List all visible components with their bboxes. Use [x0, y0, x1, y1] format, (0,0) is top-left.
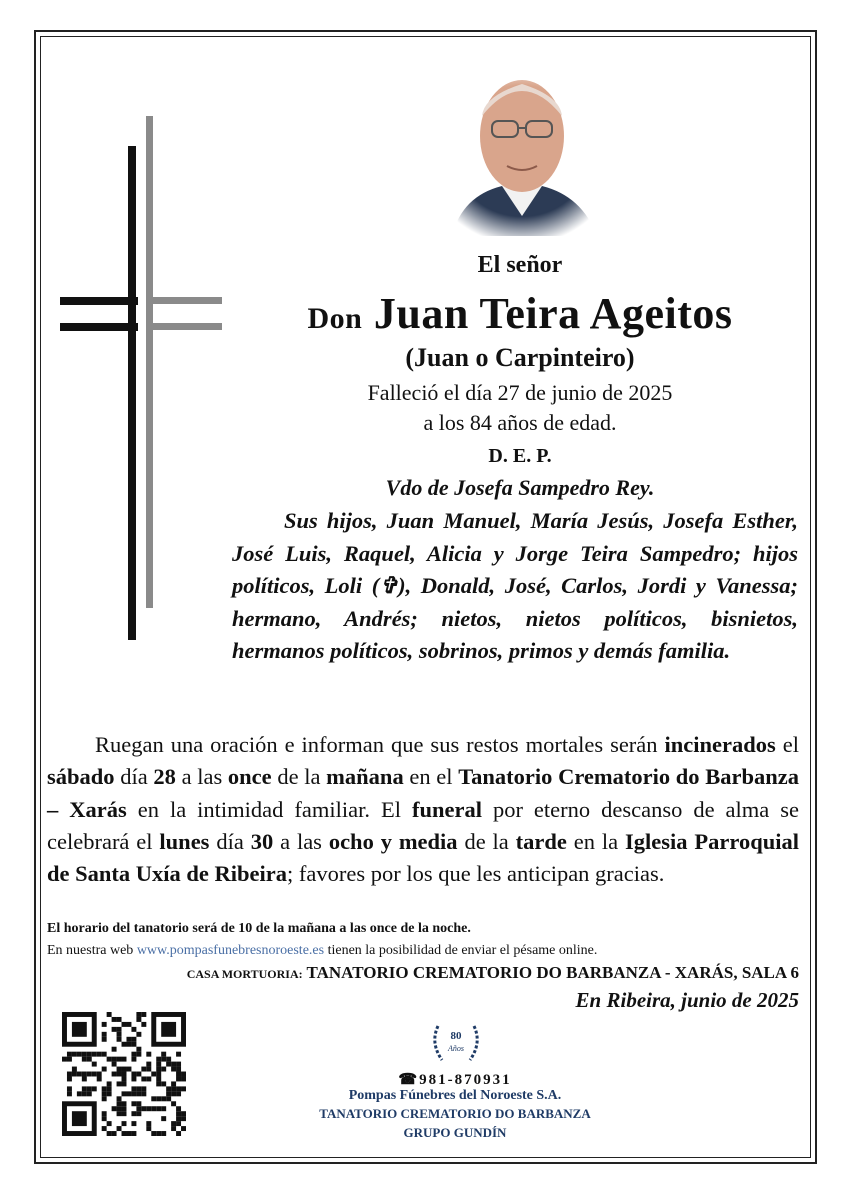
- title-prefix: El señor: [477, 252, 563, 278]
- age-line: a los 84 años de edad.: [423, 410, 617, 435]
- deceased-name: Juan Teira Ageitos: [373, 289, 733, 338]
- website-link[interactable]: www.pompasfunebresnoroeste.es: [136, 943, 325, 958]
- cross-grey-bar-top: [146, 297, 222, 304]
- logo-word: Años: [448, 1044, 464, 1053]
- funeral-home-label: CASA MORTUORIA:: [186, 967, 303, 981]
- company-name: Pompas Fúnebres del Noroeste S.A.: [348, 1088, 562, 1103]
- place-date: En Ribeira, junio de 2025: [575, 988, 799, 1012]
- death-date: Falleció el día 27 de junio de 2025: [367, 380, 673, 405]
- anniversary-logo-icon: [428, 1018, 484, 1068]
- dep-abbreviation: D. E. P.: [488, 445, 552, 467]
- widower-line: Vdo de Josefa Sampedro Rey.: [385, 475, 655, 500]
- deceased-alias: (Juan o Carpinteiro): [405, 343, 635, 372]
- funeral-home: [47, 963, 799, 983]
- group-name: GRUPO GUNDÍN: [403, 1125, 507, 1140]
- qr-code[interactable]: [62, 1012, 186, 1136]
- portrait-photo: [432, 66, 612, 236]
- funeral-home-value: TANATORIO CREMATORIO DO BARBANZA - XARÁS, SALA 6: [302, 963, 799, 982]
- cross-black-bar-top: [60, 297, 138, 305]
- phone-number: ☎981-870931: [398, 1072, 512, 1088]
- web-note: En nuestra web www.pompasfunebresnoroeste.es tienen la posibilidad de enviar el pésame online.: [47, 943, 598, 958]
- logo-number: 80: [450, 1030, 462, 1042]
- cross-black-vertical: [128, 146, 136, 640]
- cross-grey-bar-bottom: [146, 323, 222, 330]
- cross-grey-vertical: [146, 116, 153, 608]
- deceased-name-line: [230, 288, 810, 339]
- cross-black-bar-bottom: [60, 323, 138, 331]
- honorific: Don: [307, 302, 363, 335]
- family-list: Sus hijos, Juan Manuel, María Jesús, Josefa Esther, José Luis, Raquel, Alicia y Jorge Teira Sampedro; hijos políticos, Loli (✞), Donald, José, Carlos, Jordi y Vanessa; hermano, Andrés; nietos, nietos políticos, bisnietos, hermanos políticos, sobrinos, primos y demás familia.: [232, 508, 798, 663]
- tanatorio-name: TANATORIO CREMATORIO DO BARBANZA: [319, 1106, 591, 1121]
- schedule-note: El horario del tanatorio será de 10 de la mañana a las once de la noche.: [47, 921, 471, 936]
- announcement-paragraph: Ruegan una oración e informan que sus restos mortales serán incinerados el sábado día 28 a las once de la mañana en el Tanatorio Crematorio do Barbanza – Xarás en la intimidad familiar. El funeral por eterno descanso de alma se celebrará el lunes día 30 a las ocho y media de la tarde en la Iglesia Parroquial de Santa Uxía de Ribeira; favores por los que les anticipan gracias.: [47, 732, 799, 887]
